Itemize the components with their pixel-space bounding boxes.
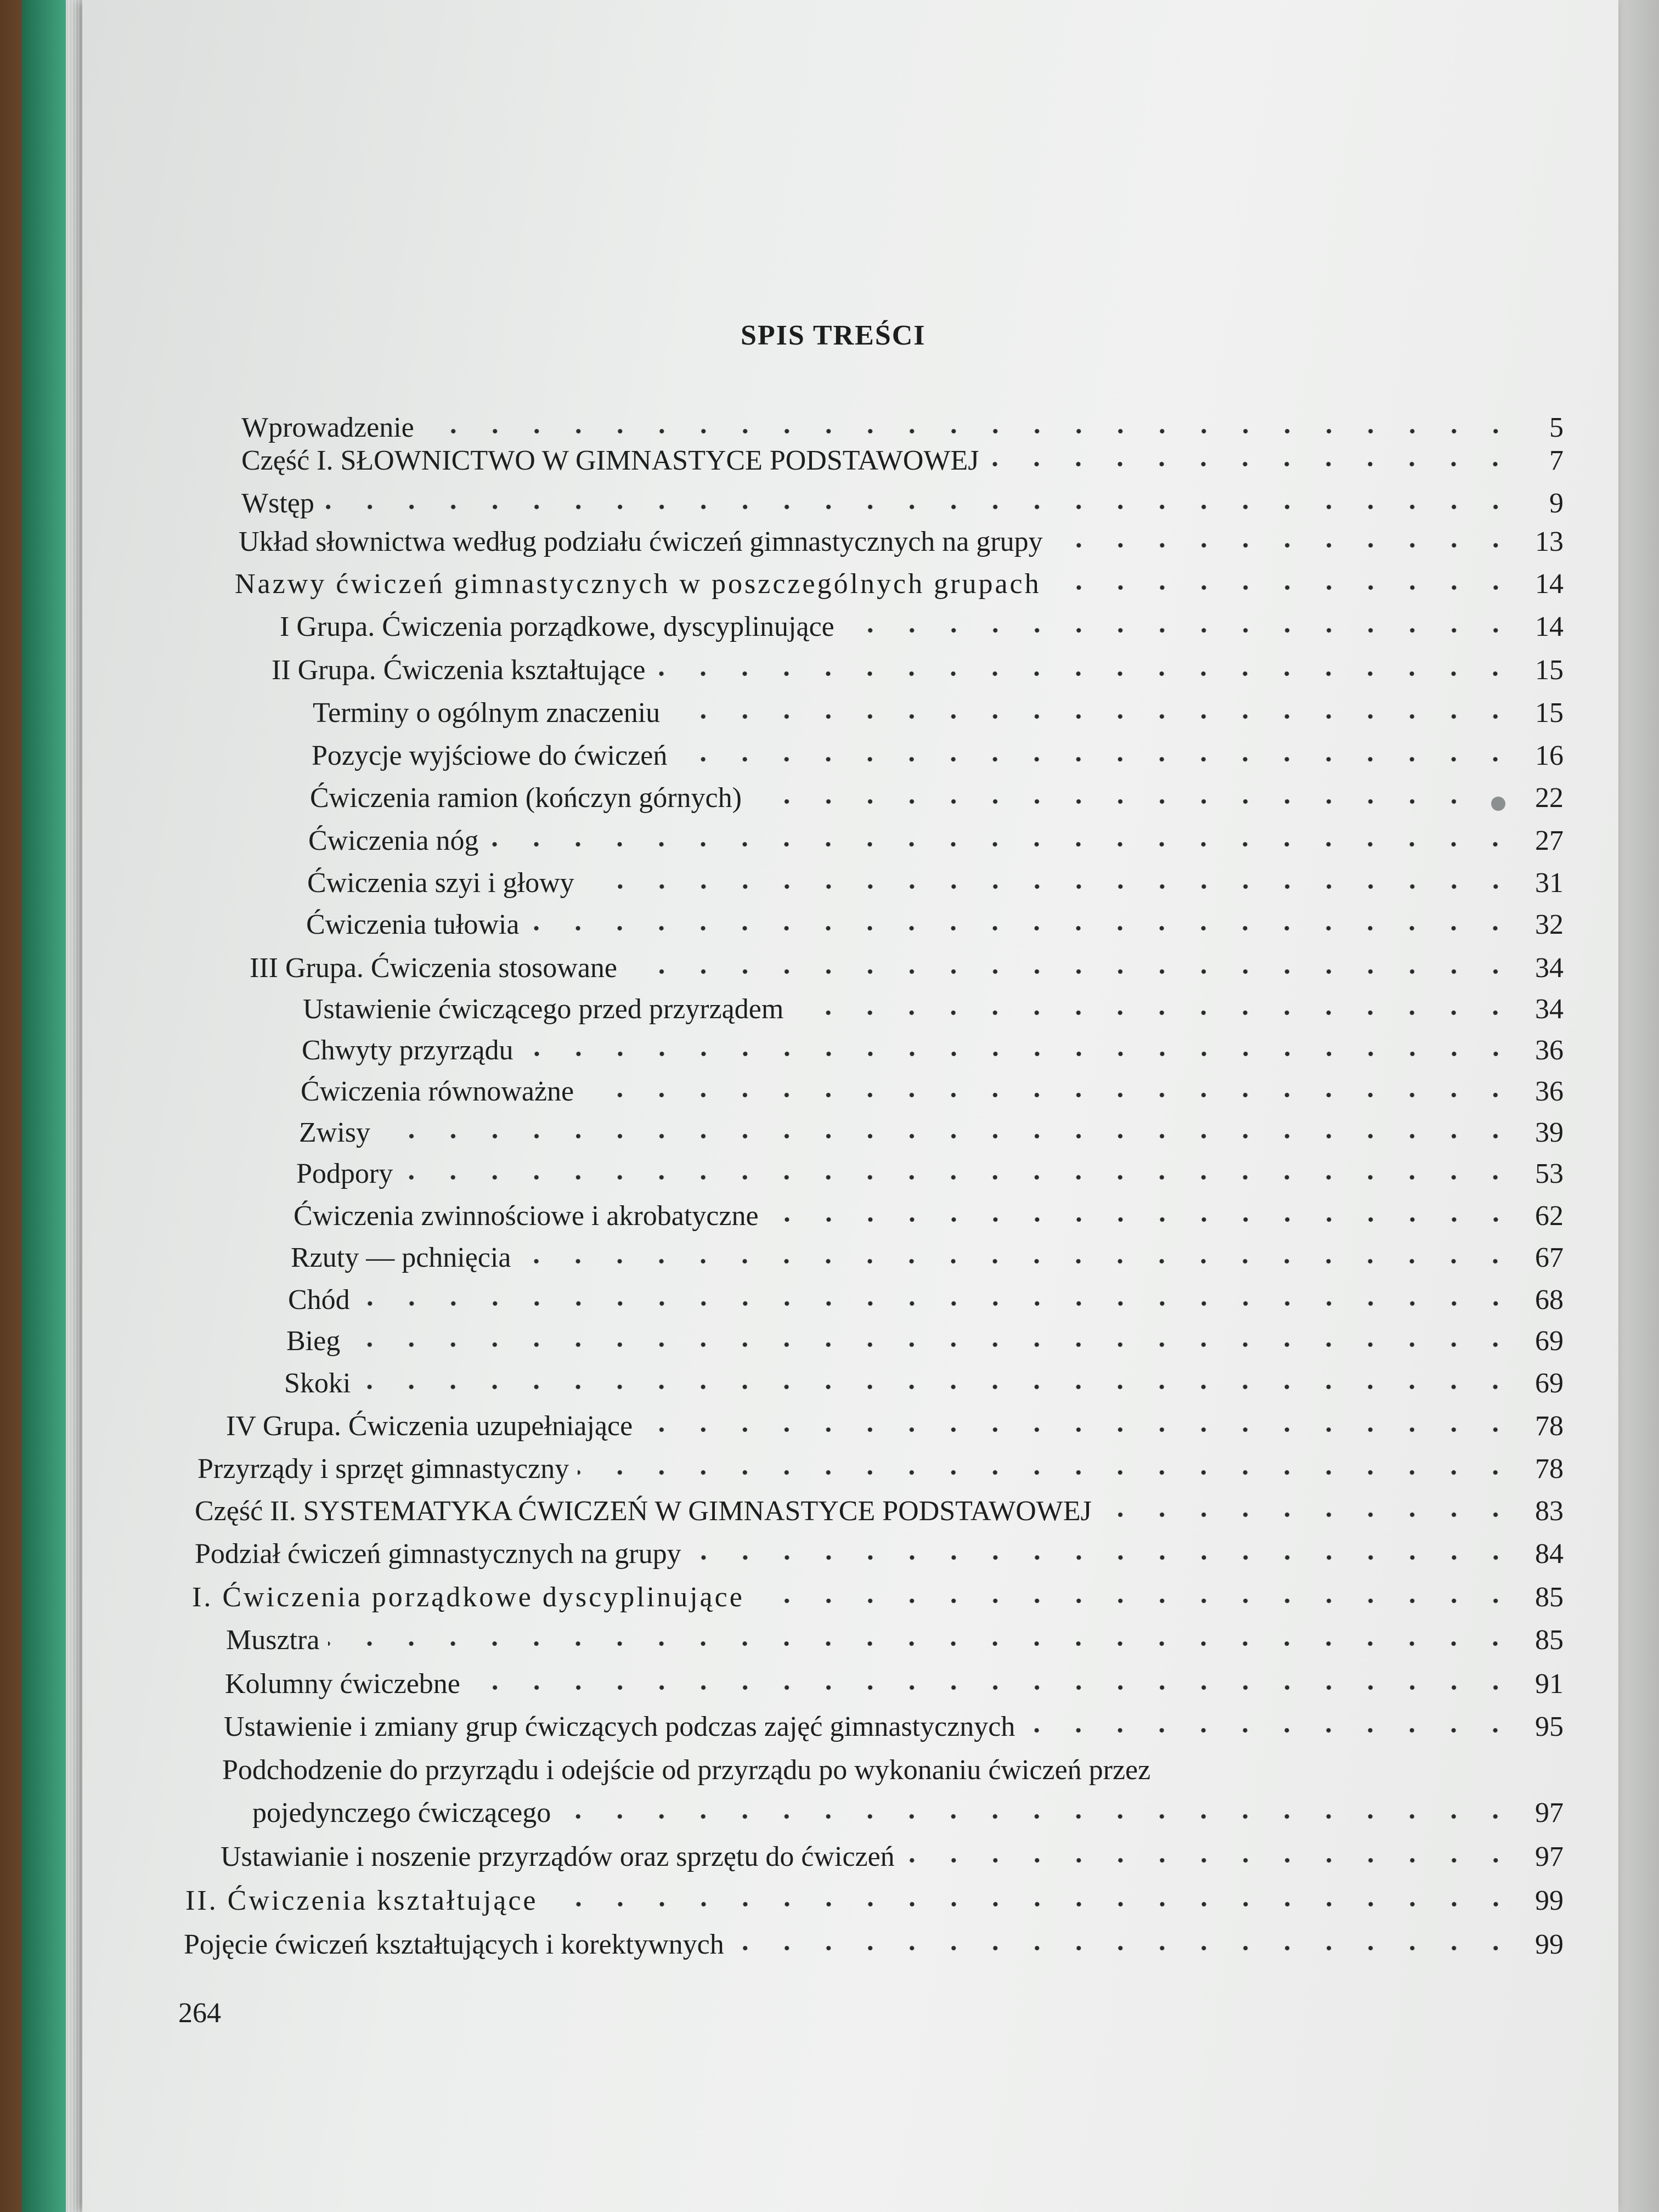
toc-entry-label: I. Ćwiczenia porządkowe dyscyplinujące [192, 1582, 744, 1613]
toc-entry-label: Terminy o ogólnym znaczeniu [313, 697, 661, 729]
toc-entry-label: pojedynczego ćwiczącego [252, 1797, 551, 1829]
toc-entry-page: 36 [1535, 1076, 1564, 1107]
toc-entry [313, 697, 1564, 736]
leader-dots [349, 1342, 1516, 1347]
book-page [82, 0, 1618, 2212]
toc-entry [306, 909, 1564, 948]
toc-entry-label: Chód [288, 1284, 350, 1316]
leader-dots [1052, 543, 1516, 548]
toc-entry [198, 1453, 1564, 1492]
leader-dots [328, 1641, 1516, 1646]
toc-entry [294, 1200, 1564, 1239]
toc-entry-label: II Grupa. Ćwiczenia kształtujące [272, 654, 646, 686]
toc-entry-label: Pojęcie ćwiczeń kształtujących i korektywnych [184, 1929, 724, 1960]
toc-entry-label: IV Grupa. Ćwiczenia uzupełniające [226, 1410, 633, 1442]
leader-dots [578, 1470, 1516, 1475]
toc-entry-page: 15 [1535, 654, 1564, 686]
toc-entry [299, 1116, 1564, 1156]
toc-entry-label: Ustawienie i zmiany grup ćwiczących podczas zajęć gimnastycznych [224, 1711, 1015, 1742]
toc-entry-label: Musztra [226, 1624, 320, 1656]
toc-entry-page: 69 [1535, 1368, 1564, 1399]
toc-entry-page: 99 [1535, 1885, 1564, 1916]
toc-entry-page: 97 [1535, 1841, 1564, 1872]
leader-dots [583, 884, 1516, 889]
toc-entry-page: 53 [1535, 1158, 1564, 1189]
leader-dots [626, 969, 1516, 974]
toc-entry-label: Skoki [284, 1368, 351, 1399]
toc-entry-label: Ćwiczenia zwinnościowe i akrobatyczne [294, 1200, 759, 1232]
toc-entry-page: 31 [1535, 867, 1564, 899]
toc-entry-label: Podpory [296, 1158, 393, 1189]
leader-dots [904, 1858, 1516, 1863]
toc-entry-label: Nazwy ćwiczeń gimnastycznych w poszczególnych grupach [235, 568, 1041, 600]
toc-entry-label: Chwyty przyrządu [302, 1035, 514, 1066]
toc-entry [272, 654, 1564, 693]
toc-entry [235, 568, 1564, 607]
toc-entry [312, 740, 1564, 779]
toc-entry [224, 1711, 1564, 1750]
leader-dots [1024, 1728, 1516, 1733]
toc-entry-label: Ustawienie ćwiczącego przed przyrządem [303, 994, 784, 1025]
toc-entry-page: 99 [1535, 1929, 1564, 1960]
leader-dots [1050, 585, 1516, 590]
toc-entry [302, 1034, 1564, 1074]
toc-entry-label: Ćwiczenia ramion (kończyn górnych) [310, 782, 742, 814]
toc-entry-page: 32 [1535, 909, 1564, 940]
toc-entry-label: Ćwiczenia równoważne [301, 1076, 574, 1107]
leader-dots [520, 1259, 1516, 1264]
leader-dots [1101, 1512, 1516, 1517]
toc-entry [291, 1242, 1564, 1281]
toc-entry [239, 526, 1564, 565]
toc-entry-label: III Grupa. Ćwiczenia stosowane [250, 952, 617, 984]
toc-entry-label: Kolumny ćwiczebne [225, 1668, 460, 1700]
toc-entry [284, 1367, 1564, 1407]
toc-entry [286, 1325, 1564, 1364]
toc-entry-page: 95 [1535, 1711, 1564, 1742]
toc-entry [301, 1075, 1564, 1115]
toc-entry-page: 62 [1535, 1200, 1564, 1232]
toc-entry-label: II. Ćwiczenia kształtujące [185, 1885, 538, 1916]
toc-entry-page: 34 [1535, 994, 1564, 1025]
leader-dots [654, 671, 1516, 676]
toc-entry-label: Przyrządy i sprzęt gimnastyczny [198, 1453, 569, 1485]
toc-entry [185, 1884, 1564, 1924]
toc-entry-label: Ćwiczenia tułowia [306, 909, 520, 940]
toc-entry-page: 5 [1549, 412, 1564, 443]
page-number: 264 [178, 1997, 221, 2029]
toc-entry-page: 85 [1535, 1624, 1564, 1656]
leader-dots [379, 1133, 1516, 1139]
toc-entry-page: 67 [1535, 1242, 1564, 1273]
toc-entry-label: Ustawianie i noszenie przyrządów oraz sprzętu do ćwiczeń [221, 1841, 895, 1872]
table-of-contents [82, 0, 1618, 2212]
leader-dots [753, 1598, 1516, 1604]
toc-entry-page: 34 [1535, 952, 1564, 984]
toc-entry [192, 1581, 1564, 1621]
leader-dots [641, 1427, 1516, 1432]
leader-dots [843, 628, 1516, 633]
toc-entry [280, 611, 1564, 650]
leader-dots [547, 1901, 1516, 1907]
toc-entry [222, 1754, 1564, 1793]
toc-entry [250, 952, 1564, 991]
leader-dots [669, 714, 1516, 719]
toc-entry-page: 14 [1535, 611, 1564, 642]
toc-entry-page: 36 [1535, 1035, 1564, 1066]
toc-entry-label: Zwisy [299, 1117, 370, 1148]
toc-entry [225, 1668, 1564, 1707]
toc-entry [241, 444, 1564, 484]
toc-entry-page: 14 [1535, 568, 1564, 600]
leader-dots [988, 461, 1516, 467]
toc-entry-page: 69 [1535, 1325, 1564, 1357]
toc-entry-label: Układ słownictwa według podziału ćwiczeń gimnastycznych na grupy [239, 526, 1043, 557]
toc-entry-label: Część II. SYSTEMATYKA ĆWICZEŃ W GIMNASTYCE PODSTAWOWEJ [195, 1496, 1092, 1527]
toc-entry [221, 1841, 1564, 1880]
toc-entry [252, 1797, 1564, 1836]
leader-dots [751, 799, 1516, 804]
toc-entry-label: Podział ćwiczeń gimnastycznych na grupy [195, 1538, 681, 1570]
toc-entry-label: Wstęp [241, 488, 314, 519]
toc-entry-page: 7 [1549, 445, 1564, 476]
leader-dots [522, 1051, 1516, 1057]
toc-entry-page: 68 [1535, 1284, 1564, 1316]
toc-entry-page: 97 [1535, 1797, 1564, 1829]
toc-entry-page: 83 [1535, 1496, 1564, 1527]
leader-dots [560, 1814, 1516, 1819]
toc-entry-page: 13 [1535, 526, 1564, 557]
toc-entry-page: 78 [1535, 1410, 1564, 1442]
toc-title: SPIS TREŚCI [741, 320, 926, 351]
toc-entry-page: 85 [1535, 1582, 1564, 1613]
toc-entry-page: 22 [1535, 782, 1564, 814]
leader-dots [402, 1175, 1516, 1180]
toc-entry-page: 27 [1535, 825, 1564, 856]
toc-entry [195, 1495, 1564, 1534]
toc-entry [303, 993, 1564, 1032]
toc-entry [226, 1624, 1564, 1663]
leader-dots [469, 1685, 1516, 1690]
toc-entry-label: Bieg [286, 1325, 341, 1357]
leader-dots [733, 1945, 1516, 1951]
leader-dots [690, 1555, 1516, 1560]
leader-dots [359, 1384, 1516, 1390]
toc-entry [226, 1410, 1564, 1449]
leader-dots [359, 1301, 1516, 1306]
leader-dots [583, 1092, 1516, 1098]
leader-dots [528, 926, 1516, 931]
leader-dots [323, 504, 1516, 510]
leader-dots [423, 428, 1516, 434]
leader-dots [768, 1217, 1516, 1222]
toc-entry-page: 78 [1535, 1453, 1564, 1485]
toc-entry-page: 91 [1535, 1668, 1564, 1700]
toc-entry [308, 825, 1564, 864]
toc-entry-label: Ćwiczenia szyi i głowy [307, 867, 574, 899]
toc-entry-label: Podchodzenie do przyrządu i odejście od przyrządu po wykonaniu ćwiczeń przez [222, 1754, 1151, 1786]
toc-entry [241, 487, 1564, 527]
toc-entry-label: I Grupa. Ćwiczenia porządkowe, dyscyplinujące [280, 611, 834, 642]
toc-entry-label: Wprowadzenie [241, 412, 414, 443]
toc-entry-page: 39 [1535, 1117, 1564, 1148]
toc-entry-page: 9 [1549, 488, 1564, 519]
toc-entry [296, 1158, 1564, 1197]
toc-entry [307, 867, 1564, 906]
toc-entry [310, 782, 1564, 821]
toc-entry-label: Pozycje wyjściowe do ćwiczeń [312, 740, 668, 771]
page-hole-mark [1491, 797, 1505, 811]
toc-entry-page: 15 [1535, 697, 1564, 729]
toc-entry-label: Ćwiczenia nóg [308, 825, 479, 856]
toc-entry [184, 1928, 1564, 1968]
toc-entry-label: Część I. SŁOWNICTWO W GIMNASTYCE PODSTAWOWEJ [241, 445, 979, 476]
toc-entry-page: 84 [1535, 1538, 1564, 1570]
leader-dots [792, 1010, 1516, 1015]
toc-entry [195, 1538, 1564, 1577]
toc-entry-label: Rzuty — pchnięcia [291, 1242, 511, 1273]
toc-entry [288, 1284, 1564, 1323]
toc-entry-page: 16 [1535, 740, 1564, 771]
leader-dots [487, 842, 1516, 847]
leader-dots [676, 757, 1516, 762]
